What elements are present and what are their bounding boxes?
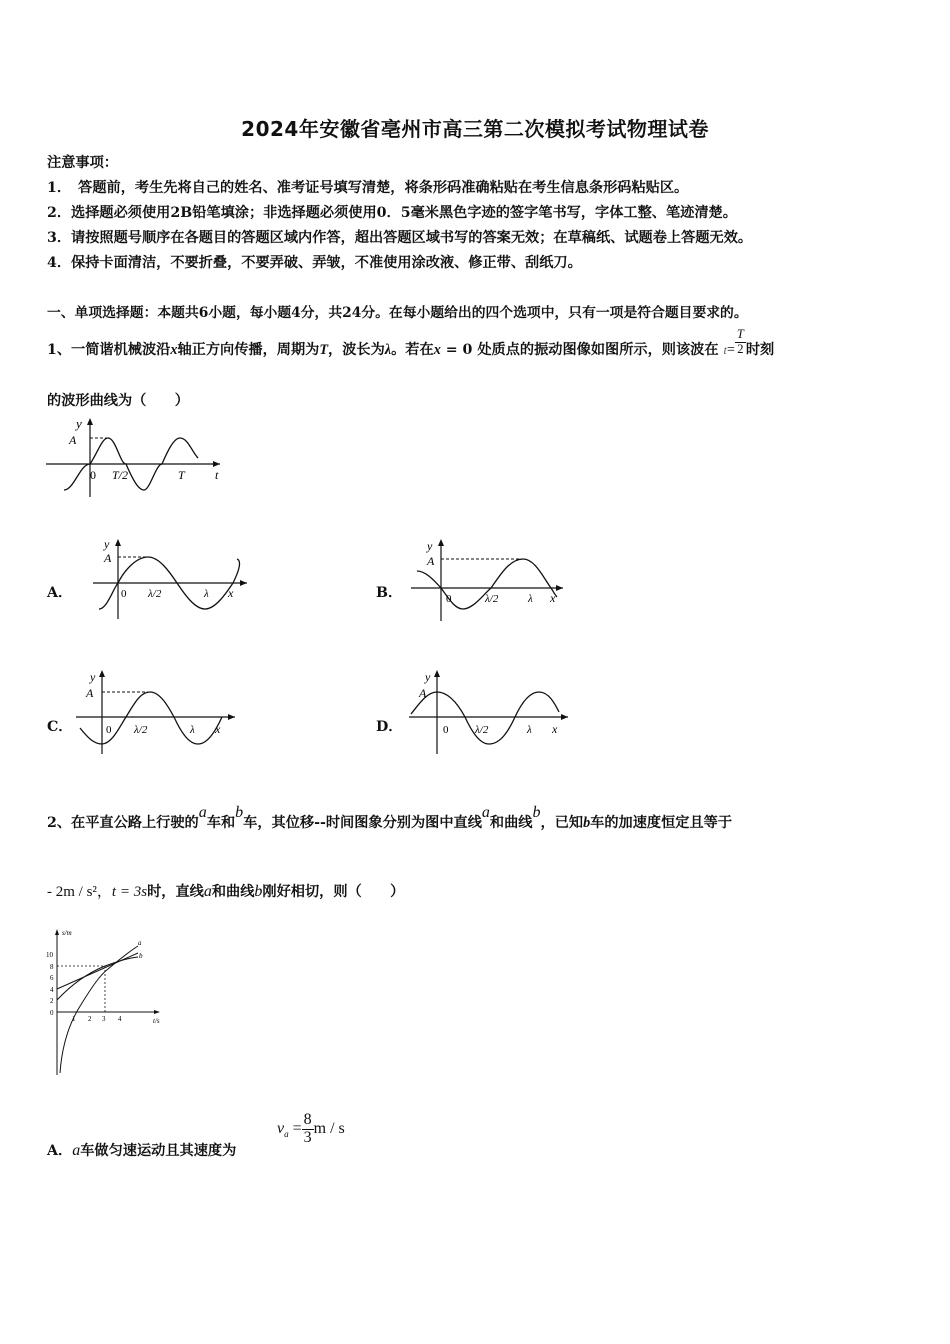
svg-text:x: x — [552, 722, 558, 736]
svg-text:0: 0 — [50, 1009, 54, 1017]
svg-text:x: x — [550, 591, 556, 605]
svg-text:A: A — [104, 551, 112, 565]
option-c-graph — [70, 664, 245, 759]
svg-text:y: y — [90, 670, 96, 684]
option-c-letter[interactable]: C． — [47, 719, 73, 735]
page-title: 2024年安徽省亳州市高三第二次模拟考试物理试卷 — [241, 117, 709, 141]
svg-text:2: 2 — [88, 1015, 92, 1023]
option-d-letter[interactable]: D． — [376, 719, 403, 735]
svg-text:λ: λ — [204, 588, 209, 600]
question-2-text: 2、在平直公路上行驶的a车和b车，其位移--时间图象分别为图中直线a和曲线b，已知b车的加速度恒定且等于 — [47, 804, 733, 831]
q2-option-a[interactable]: A．a车做匀速运动且其速度为 — [47, 1142, 237, 1159]
graph-t-label: t — [215, 468, 219, 482]
svg-text:λ/2: λ/2 — [485, 593, 499, 605]
notice-item-4: 4．保持卡面清洁，不要折叠，不要弄破、弄皱，不准使用涂改液、修正带、刮纸刀。 — [47, 255, 582, 271]
svg-text:λ: λ — [528, 593, 533, 605]
svg-text:4: 4 — [118, 1015, 122, 1023]
option-d-graph — [403, 664, 578, 759]
svg-text:λ: λ — [190, 724, 195, 736]
svg-text:y: y — [104, 537, 110, 551]
svg-text:y: y — [427, 539, 433, 553]
svg-text:4: 4 — [50, 986, 54, 994]
vibration-graph — [40, 412, 240, 502]
option-b-letter[interactable]: B． — [376, 585, 403, 601]
question-1-text-line2: 的波形曲线为（ ） — [47, 393, 189, 409]
svg-text:2: 2 — [50, 997, 54, 1005]
notice-item-1: 1． 答题前，考生先将自己的姓名、准考证号填写清楚，将条形码准确粘贴在考生信息条形码粘贴区。 — [47, 180, 689, 196]
svg-text:8: 8 — [50, 963, 54, 971]
svg-text:A: A — [86, 686, 94, 700]
question-1-text: 1、一简谐机械波沿x轴正方向传播，周期为T，波长为λ。若在x = 0 处质点的振动图像如图所示，则该波在 t= $\frac{T}{2}$ 时刻 — [47, 327, 775, 358]
svg-text:0: 0 — [106, 724, 112, 736]
svg-text:λ/2: λ/2 — [475, 724, 489, 736]
svg-text:x: x — [228, 586, 234, 600]
st-graph — [38, 925, 178, 1080]
curve-b — [57, 957, 138, 1000]
graph-A-label: A — [69, 433, 77, 447]
q2-option-a-formula: $v_a$ = $\frac{8}{3}$ m / s — [277, 1111, 345, 1146]
question-2-text-line2: - 2m / s²，t = 3s时，直线a和曲线b刚好相切，则（ ） — [47, 883, 405, 900]
svg-text:s/m: s/m — [62, 929, 72, 937]
notice-item-3: 3．请按照题号顺序在各题目的答题区域内作答，超出答题区域书写的答案无效；在草稿纸、试题卷上答题无效。 — [47, 230, 753, 246]
graph-halfT-label: T/2 — [112, 468, 129, 482]
svg-text:λ/2: λ/2 — [134, 724, 148, 736]
notice-item-2: 2．选择题必须使用2B铅笔填涂；非选择题必须使用0．5毫米黑色字迹的签字笔书写，字体工整、笔迹清楚。 — [47, 205, 737, 221]
svg-text:0: 0 — [446, 593, 452, 605]
svg-text:a: a — [138, 939, 142, 947]
svg-text:t/s: t/s — [153, 1017, 160, 1025]
option-a-letter[interactable]: A． — [47, 585, 73, 601]
svg-text:b: b — [139, 952, 143, 960]
graph-y-label: y — [76, 416, 82, 431]
svg-text:6: 6 — [50, 974, 54, 982]
svg-text:3: 3 — [102, 1015, 106, 1023]
svg-text:10: 10 — [46, 951, 53, 959]
svg-text:x: x — [215, 722, 221, 736]
svg-text:A: A — [427, 554, 435, 568]
notice-heading: 注意事项： — [47, 155, 118, 171]
svg-text:λ/2: λ/2 — [148, 588, 162, 600]
svg-text:A: A — [419, 686, 427, 700]
svg-text:y: y — [425, 670, 431, 684]
svg-text:λ: λ — [527, 724, 532, 736]
option-a-graph — [85, 533, 255, 623]
graph-origin-label: 0 — [90, 468, 96, 482]
line-a — [57, 953, 138, 989]
svg-text:0: 0 — [121, 588, 127, 600]
svg-text:0: 0 — [443, 724, 449, 736]
option-b-graph — [405, 533, 575, 623]
svg-text:1: 1 — [72, 1015, 76, 1023]
graph-T-label: T — [178, 468, 185, 482]
section-heading: 一、单项选择题：本题共6小题，每小题4分，共24分。在每小题给出的四个选项中，只有一项是符合题目要求的。 — [47, 305, 748, 321]
